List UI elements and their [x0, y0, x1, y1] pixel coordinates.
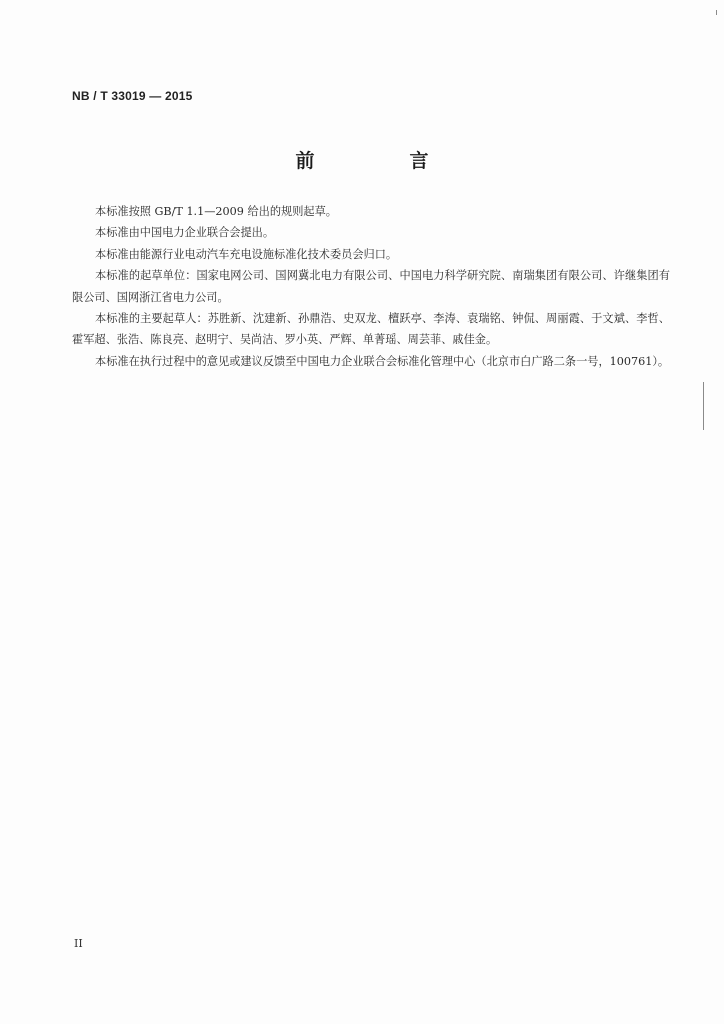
- paragraph-drafting-rules: 本标准按照 GB/T 1.1—2009 给出的规则起草。: [95, 205, 337, 218]
- foreword-body: [72, 201, 670, 372]
- scan-artifact-dot: [716, 10, 717, 15]
- paragraph-feedback: 本标准在执行过程中的意见或建议反馈至中国电力企业联合会标准化管理中心（北京市白广路二条一号，100761）。: [95, 354, 670, 368]
- scan-artifact-line: [703, 382, 704, 430]
- paragraph-proposer: 本标准由中国电力企业联合会提出。: [95, 226, 275, 240]
- standard-code-header: NB / T 33019 — 2015: [72, 89, 193, 103]
- page-number: II: [74, 937, 83, 950]
- paragraph-technical-committee: 本标准由能源行业电动汽车充电设施标准化技术委员会归口。: [95, 247, 398, 261]
- page-title: 前 言: [295, 150, 467, 172]
- paragraph-drafting-units: 本标准的起草单位：国家电网公司、国网冀北电力有限公司、中国电力科学研究院、南瑞集团有限公司、许继集团有限公司、国网浙江省电力公司。: [72, 269, 670, 304]
- paragraph-drafters: 本标准的主要起草人：苏胜新、沈建新、孙鼎浩、史双龙、檀跃亭、李涛、袁瑞铭、钟侃、周丽霞、于文斌、李哲、霍军超、张浩、陈良亮、赵明宁、吴尚洁、罗小英、严辉、单菁瑶、周芸菲、戚佳金。: [72, 312, 670, 347]
